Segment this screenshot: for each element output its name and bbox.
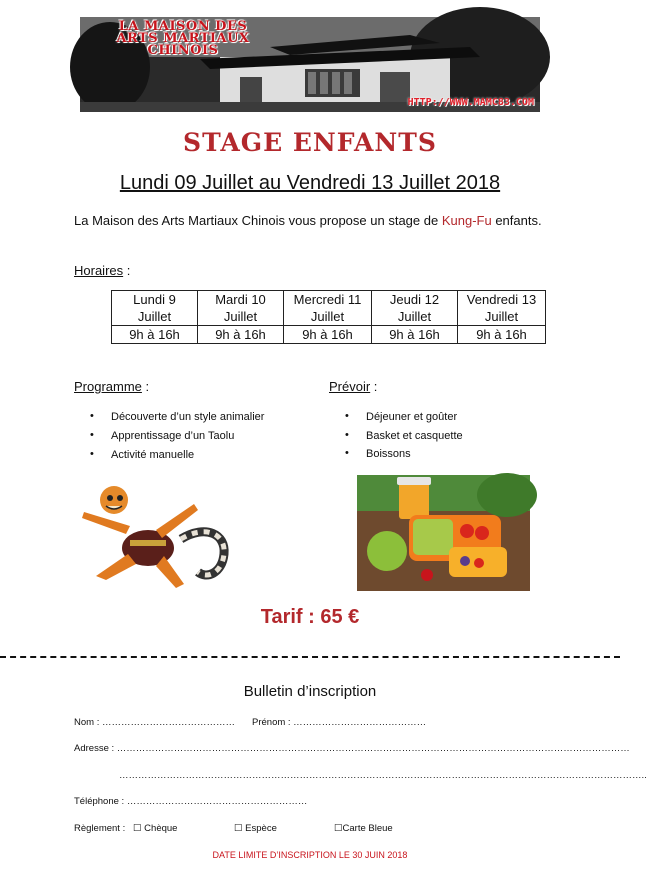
banner-url[interactable]: HTTP://WWW.MAMC83.COM xyxy=(407,97,534,108)
adresse-field[interactable]: Adresse : ……………………………………………………………………………………………………………………………………………… xyxy=(74,743,630,754)
nom-field[interactable]: Nom : …………………………………… xyxy=(74,717,235,728)
telephone-field[interactable]: Téléphone : ………………………………………………… xyxy=(74,796,308,807)
schedule-time: 9h à 16h xyxy=(284,326,372,344)
schedule-day: Lundi 9 Juillet xyxy=(112,291,198,326)
price: Tarif : 65 € xyxy=(260,606,360,628)
cut-line-divider xyxy=(0,656,620,658)
schedule-day: Jeudi 12 Juillet xyxy=(372,291,458,326)
intro-end: enfants. xyxy=(491,213,542,228)
intro-text: La Maison des Arts Martiaux Chinois vous propose un stage de xyxy=(74,213,439,228)
schedule-table xyxy=(111,290,546,344)
checkbox-icon[interactable]: ☐ xyxy=(133,823,142,834)
header-banner xyxy=(80,17,540,112)
form-title: Bulletin d’inscription xyxy=(243,683,377,700)
reglement-label: Règlement : xyxy=(74,823,126,834)
page-title: STAGE ENFANTS xyxy=(183,128,437,157)
checkbox-icon[interactable]: ☐ xyxy=(234,823,243,834)
intro-paragraph xyxy=(74,210,546,231)
list-item: • Déjeuner et goûter xyxy=(366,411,457,423)
schedule-time: 9h à 16h xyxy=(112,326,198,344)
schedule-time: 9h à 16h xyxy=(372,326,458,344)
list-item: • Apprentissage d’un Taolu xyxy=(111,430,234,442)
horaires-heading: Horaires : xyxy=(74,263,131,278)
payment-option-espece[interactable]: ☐ Espèce xyxy=(234,823,277,834)
programme-heading: Programme : xyxy=(74,379,150,394)
prevoir-heading: Prévoir : xyxy=(329,379,378,394)
deadline-notice: DATE LIMITE D’INSCRIPTION LE 30 JUIN 2018 xyxy=(212,850,408,860)
schedule-time: 9h à 16h xyxy=(458,326,546,344)
schedule-day: Mardi 10 Juillet xyxy=(198,291,284,326)
checkbox-icon[interactable]: ☐ xyxy=(334,823,343,834)
adresse-line2-field[interactable]: ………………………………………………………………………………………………………………………………………………….. xyxy=(119,770,647,781)
schedule-time: 9h à 16h xyxy=(198,326,284,344)
schedule-day: Mercredi 11 Juillet xyxy=(284,291,372,326)
list-item: • Découverte d’un style animalier xyxy=(111,411,264,423)
tiger-illustration xyxy=(76,484,234,592)
payment-option-cheque[interactable]: ☐ Chèque xyxy=(133,823,178,834)
list-item: • Basket et casquette xyxy=(366,430,463,442)
dates-heading: Lundi 09 Juillet au Vendredi 13 Juillet 2018 xyxy=(119,172,501,194)
prenom-field[interactable]: Prénom : …………………………………… xyxy=(252,717,427,728)
list-item: • Boissons xyxy=(366,448,411,460)
payment-option-carte-bleue[interactable]: ☐Carte Bleue xyxy=(334,823,393,834)
intro-highlight: Kung-Fu xyxy=(441,213,492,228)
schedule-day: Vendredi 13 Juillet xyxy=(458,291,546,326)
lunchbox-photo xyxy=(357,475,530,591)
list-item: • Activité manuelle xyxy=(111,449,194,461)
banner-title: LA MAISON DES ARTS MARTIAUX CHINOIS xyxy=(116,19,250,58)
